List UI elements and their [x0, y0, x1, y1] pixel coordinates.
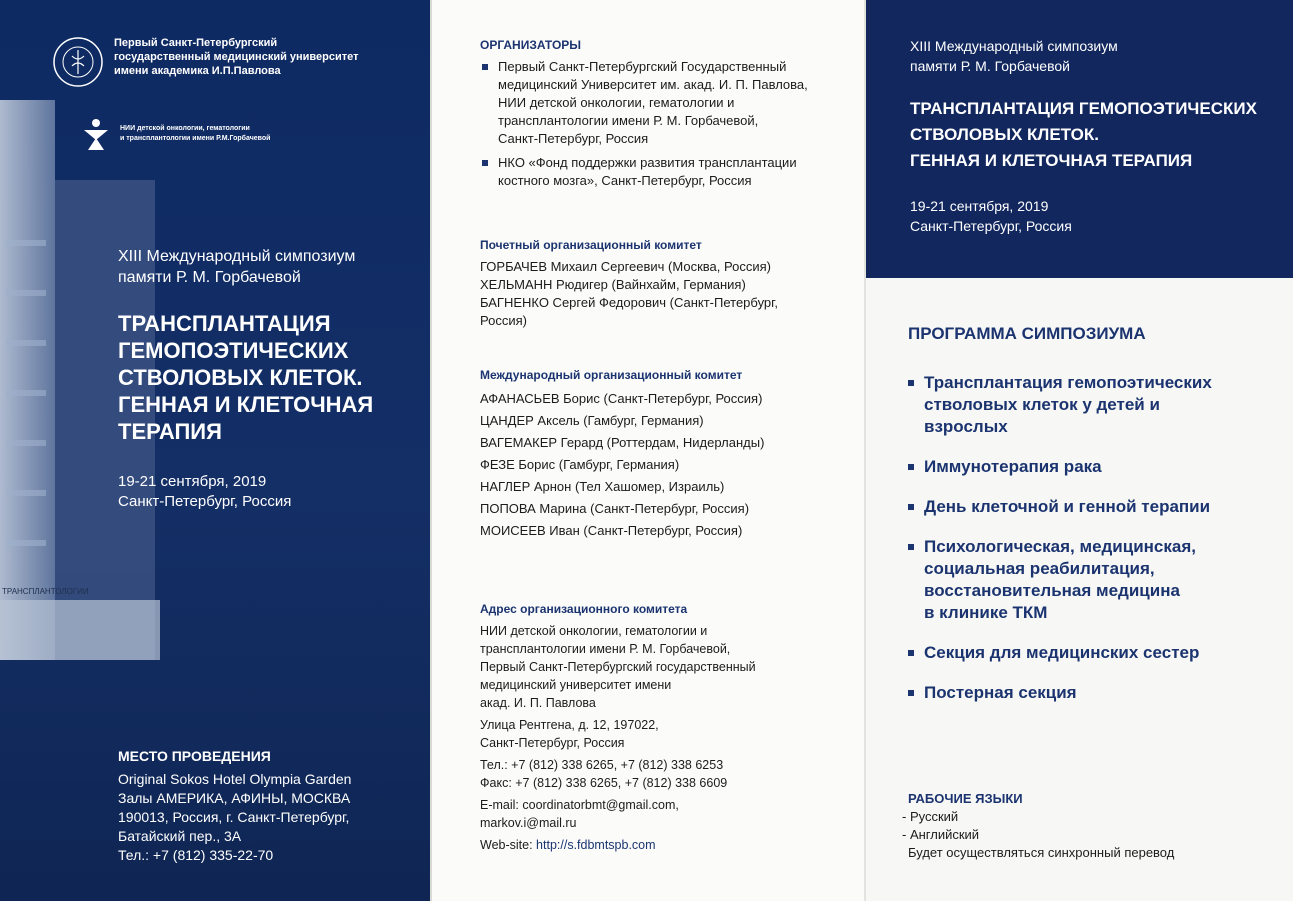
address-heading: Адрес организационного комитета: [480, 602, 688, 616]
header-banner: [866, 0, 1293, 278]
program-item: Психологическая, медицинская, социальная реабилитация, восстановительная медицина в клинике ТКМ: [908, 536, 1288, 624]
address-email[interactable]: E-mail: coordinatorbmt@gmail.com, markov.i@mail.ru: [480, 798, 679, 830]
program-panel: [866, 0, 1293, 901]
committee-member: ГОРБАЧЕВ Михаил Сергеевич (Москва, Россия): [480, 259, 771, 274]
organizers-section: [480, 36, 850, 196]
cover-panel: [0, 0, 430, 901]
address-org: НИИ детской онкологии, гематологии и трансплантологии имени Р. М. Горбачевой, Первый Санкт-Петербургский государственный медицинский университет имени акад. И. П. Павлова: [480, 624, 756, 710]
honorary-committee-section: [480, 236, 850, 330]
venue-line: Батайский пер., 3А: [118, 828, 242, 844]
building-sign: ТРАНСПЛАНТОЛОГИИ: [2, 587, 89, 596]
organizer-item: НКО «Фонд поддержки развития трансплантации костного мозга», Санкт-Петербург, Россия: [480, 154, 850, 190]
website-label: Web-site:: [480, 838, 537, 852]
organizers-heading: ОРГАНИЗАТОРЫ: [480, 38, 582, 52]
committee-member: МОИСЕЕВ Иван (Санкт-Петербург, Россия): [480, 523, 743, 538]
committee-member: ВАГЕМАКЕР Герард (Роттердам, Нидерланды): [480, 435, 765, 450]
committee-member: ХЕЛЬМАНН Рюдигер (Вайнхайм, Германия): [480, 277, 746, 292]
symposium-dates: [118, 472, 291, 512]
program-heading: ПРОГРАММА СИМПОЗИУМА: [908, 324, 1146, 343]
program-item: Постерная секция: [908, 682, 1288, 704]
language-item: - Русский: [902, 809, 959, 824]
international-committee-section: [480, 366, 850, 542]
address-section: [480, 600, 850, 854]
symposium-dates: [910, 196, 1072, 236]
international-heading: Международный организационный комитет: [480, 368, 743, 382]
organizer-item: Первый Санкт-Петербургский Государственный медицинский Университет им. акад. И. П. Павлова, НИИ детской онкологии, гематологии и трансплантологии имени Р. М. Горбачевой, Санкт-Петербург, Россия: [480, 58, 850, 148]
institute-logo-row: [82, 118, 270, 152]
committee-member: ФЕЗЕ Борис (Гамбург, Германия): [480, 457, 680, 472]
symposium-name: XIII Международный симпозиум памяти Р. М. Горбачевой: [118, 248, 356, 286]
program-item: День клеточной и генной терапии: [908, 496, 1288, 518]
venue-line: Original Sokos Hotel Olympia Garden: [118, 771, 352, 787]
address-fax: Факс: +7 (812) 338 6265, +7 (812) 338 6609: [480, 776, 728, 790]
venue-block: [118, 747, 351, 865]
city-text: Санкт-Петербург, Россия: [118, 493, 292, 510]
committee-member: ПОПОВА Марина (Санкт-Петербург, Россия): [480, 501, 750, 516]
symposium-title: ТРАНСПЛАНТАЦИЯ ГЕМОПОЭТИЧЕСКИХ СТВОЛОВЫХ КЛЕТОК. ГЕННАЯ И КЛЕТОЧНАЯ ТЕРАПИЯ: [118, 311, 374, 444]
address-street: Улица Рентгена, д. 12, 197022, Санкт-Петербург, Россия: [480, 718, 659, 750]
organizers-panel: [432, 0, 864, 901]
committee-member: ЦАНДЕР Аксель (Гамбург, Германия): [480, 413, 704, 428]
university-seal-icon: [52, 36, 104, 88]
city-text: Санкт-Петербург, Россия: [910, 218, 1072, 234]
institute-name: НИИ детской онкологии, гематологии и трансплантологии имени Р.М.Горбачевой: [120, 125, 271, 142]
venue-line: 190013, Россия, г. Санкт-Петербург,: [118, 809, 350, 825]
dates-text: 19-21 сентября, 2019: [910, 198, 1049, 214]
symposium-name: XIII Международный симпозиум памяти Р. М. Горбачевой: [910, 38, 1118, 74]
honorary-heading: Почетный организационный комитет: [480, 238, 702, 252]
symposium-title: ТРАНСПЛАНТАЦИЯ ГЕМОПОЭТИЧЕСКИХ СТВОЛОВЫХ КЛЕТОК. ГЕННАЯ И КЛЕТОЧНАЯ ТЕРАПИЯ: [910, 99, 1257, 170]
dates-text: 19-21 сентября, 2019: [118, 473, 267, 490]
venue-heading: МЕСТО ПРОВЕДЕНИЯ: [118, 748, 271, 764]
committee-member: НАГЛЕР Арнон (Тел Хашомер, Израиль): [480, 479, 725, 494]
venue-line: Залы АМЕРИКА, АФИНЫ, МОСКВА: [118, 790, 351, 806]
translation-note: Будет осуществляться синхронный перевод: [908, 845, 1175, 860]
program-item: Трансплантация гемопоэтических стволовых клеток у детей и взрослых: [908, 372, 1288, 438]
university-logo-row: [52, 36, 359, 88]
website-line: [480, 836, 850, 854]
committee-member: АФАНАСЬЕВ Борис (Санкт-Петербург, Россия): [480, 391, 763, 406]
venue-phone: Тел.: +7 (812) 335-22-70: [118, 847, 274, 863]
website-link[interactable]: http://s.fdbmtspb.com: [536, 838, 656, 852]
committee-member: БАГНЕНКО Сергей Федорович (Санкт-Петербург, Россия): [480, 295, 778, 328]
program-item: Секция для медицинских сестер: [908, 642, 1288, 664]
address-phone: Тел.: +7 (812) 338 6265, +7 (812) 338 6253: [480, 758, 724, 772]
languages-block: [902, 790, 1174, 862]
program-item: Иммунотерапия рака: [908, 456, 1288, 478]
institute-logo-icon: [82, 118, 110, 152]
languages-heading: РАБОЧИЕ ЯЗЫКИ: [908, 791, 1023, 806]
language-item: - Английский: [902, 827, 980, 842]
program-list: [908, 372, 1288, 722]
university-name: Первый Санкт-Петербургский государственный медицинский университет имени академика И.П.Павлова: [114, 37, 359, 77]
